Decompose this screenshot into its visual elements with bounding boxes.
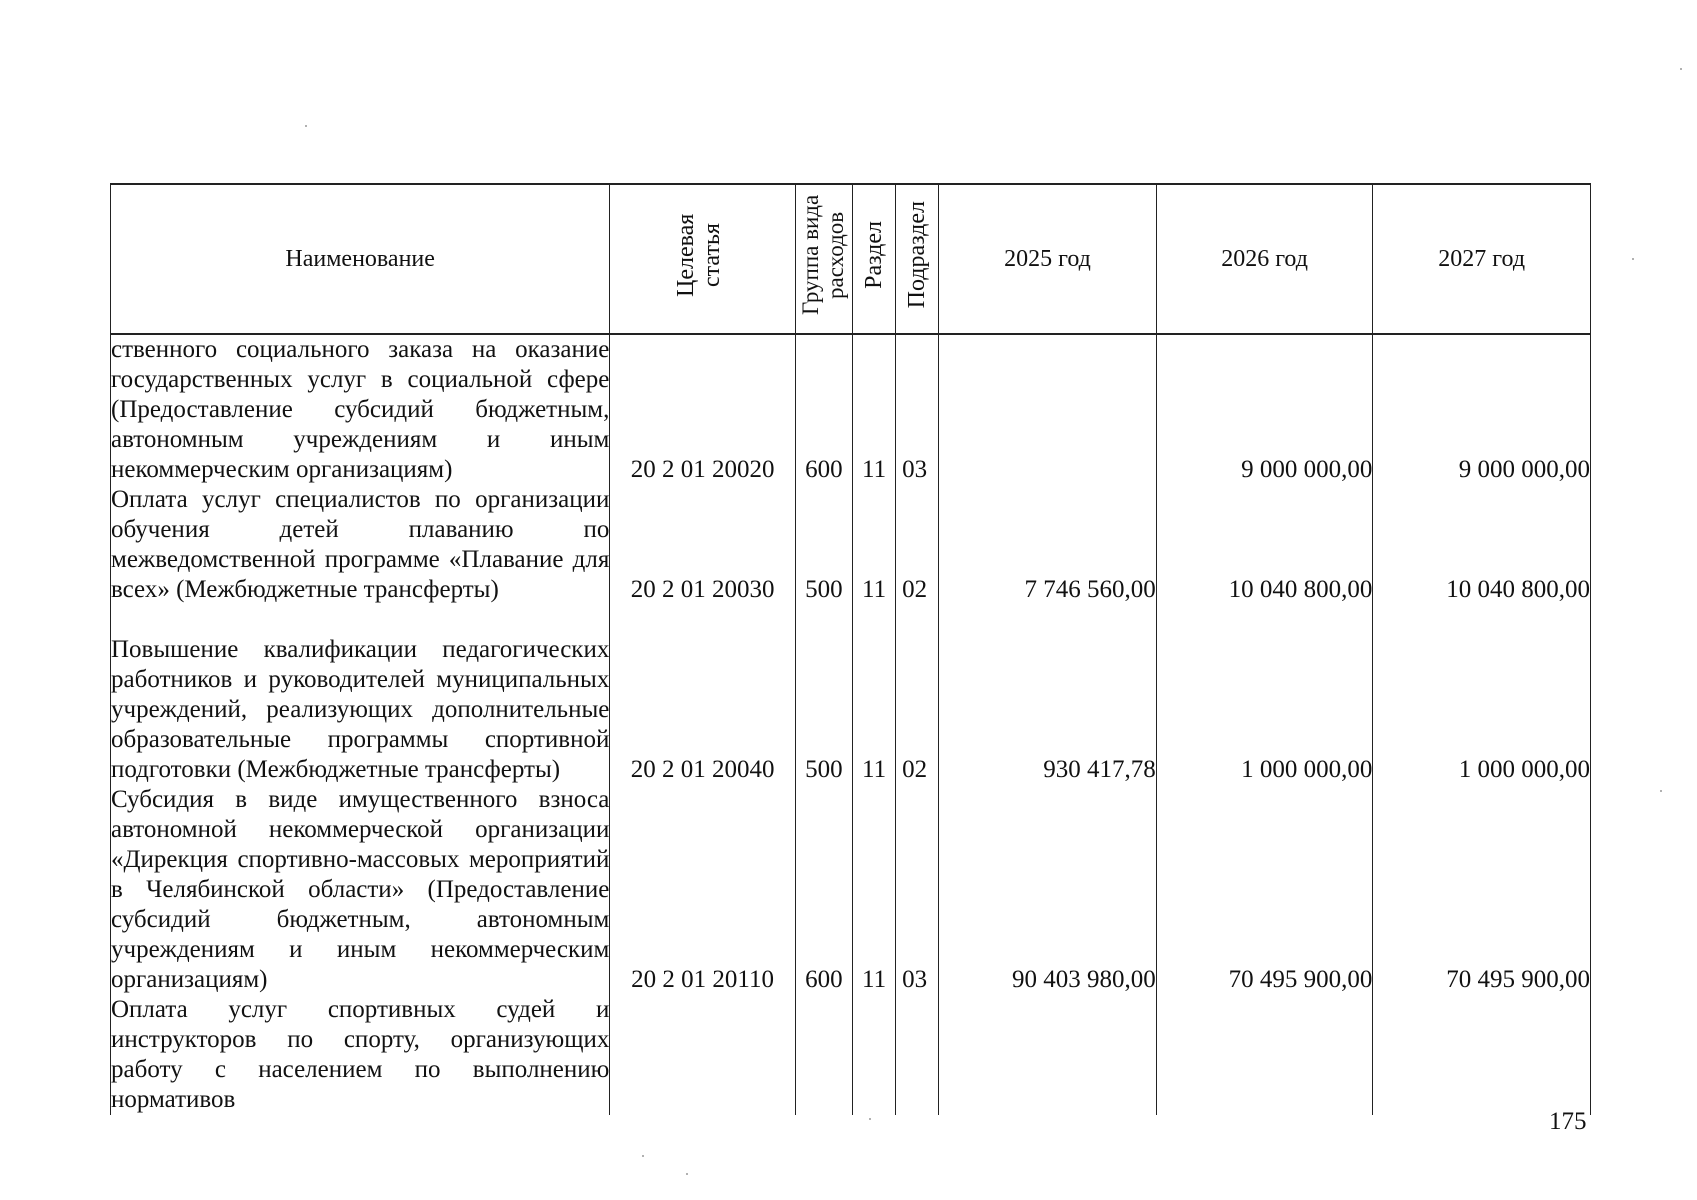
table-row	[111, 334, 1591, 485]
header-year-2025: 2025 год	[939, 184, 1157, 334]
header-subsection: Подраздел	[896, 184, 939, 334]
row-subsection	[896, 995, 939, 1115]
budget-table-sheet	[110, 183, 1591, 1115]
row-amount-2025: 7 746 560,00	[939, 485, 1157, 605]
budget-table	[110, 183, 1591, 1115]
row-target-article: 20 2 01 20040	[610, 605, 796, 785]
row-subsection: 02	[896, 485, 939, 605]
row-expense-group: 500	[795, 605, 852, 785]
header-year-2026: 2026 год	[1156, 184, 1373, 334]
row-target-article: 20 2 01 20030	[610, 485, 796, 605]
table-row	[111, 785, 1591, 995]
table-row	[111, 995, 1591, 1115]
table-row	[111, 605, 1591, 785]
header-name: Наименование	[111, 184, 610, 334]
row-target-article: 20 2 01 20020	[610, 334, 796, 485]
header-section: Раздел	[852, 184, 895, 334]
page-number: 175	[1549, 1108, 1587, 1135]
row-amount-2026	[1156, 995, 1373, 1115]
scan-speck	[869, 1118, 871, 1120]
row-amount-2027: 10 040 800,00	[1373, 485, 1591, 605]
row-section: 11	[852, 605, 895, 785]
scan-speck	[686, 1173, 688, 1175]
row-name: Субсидия в виде имущественного взноса автономной некоммерческой организации «Дирекция спортивно-массовых мероприятий в Челябинской области» (Предоставление субсидий бюджетным, автономным учреждениям и иным некоммерческим организациям)	[111, 786, 610, 993]
row-amount-2027: 9 000 000,00	[1373, 334, 1591, 485]
row-name: Повышение квалификации педагогических работников и руководителей муниципальных учреждений, реализующих дополнительные образовательные программы спортивной подготовки (Межбюджетные трансферты)	[111, 605, 610, 785]
table-header-row	[111, 184, 1591, 334]
row-subsection: 02	[896, 605, 939, 785]
row-section: 11	[852, 485, 895, 605]
row-section: 11	[852, 334, 895, 485]
row-amount-2027: 70 495 900,00	[1373, 785, 1591, 995]
scan-speck	[1632, 258, 1634, 260]
row-amount-2025: 90 403 980,00	[939, 785, 1157, 995]
header-expense-group: Группа вида расходов	[795, 184, 852, 334]
row-amount-2025: 930 417,78	[939, 605, 1157, 785]
row-amount-2025	[939, 334, 1157, 485]
row-section	[852, 995, 895, 1115]
row-expense-group: 500	[795, 485, 852, 605]
row-amount-2027: 1 000 000,00	[1373, 605, 1591, 785]
row-subsection: 03	[896, 334, 939, 485]
row-name: Оплата услуг спортивных судей и инструкторов по спорту, организующих работу с населением по выполнению нормативов	[111, 996, 610, 1113]
row-amount-2026: 70 495 900,00	[1156, 785, 1373, 995]
row-target-article: 20 2 01 20110	[610, 785, 796, 995]
header-year-2027: 2027 год	[1373, 184, 1591, 334]
scan-speck	[305, 125, 307, 127]
scan-speck	[642, 1155, 644, 1157]
row-subsection: 03	[896, 785, 939, 995]
row-amount-2027	[1373, 995, 1591, 1115]
scan-speck	[1660, 790, 1662, 792]
table-row	[111, 485, 1591, 605]
row-expense-group: 600	[795, 334, 852, 485]
scan-speck	[1680, 68, 1682, 70]
row-amount-2026: 1 000 000,00	[1156, 605, 1373, 785]
row-amount-2025	[939, 995, 1157, 1115]
header-target-article: Целевая статья	[610, 184, 796, 334]
row-name: ственного социального заказа на оказание государственных услуг в социальной сфере (Предоставление субсидий бюджетным, автономным учреждениям и иным некоммерческим организациям)	[111, 336, 610, 483]
row-amount-2026: 10 040 800,00	[1156, 485, 1373, 605]
row-expense-group	[795, 995, 852, 1115]
row-target-article	[610, 995, 796, 1115]
row-amount-2026: 9 000 000,00	[1156, 334, 1373, 485]
row-expense-group: 600	[795, 785, 852, 995]
row-name: Оплата услуг специалистов по организации обучения детей плаванию по межведомственной программе «Плавание для всех» (Межбюджетные трансферты)	[111, 486, 610, 603]
row-section: 11	[852, 785, 895, 995]
